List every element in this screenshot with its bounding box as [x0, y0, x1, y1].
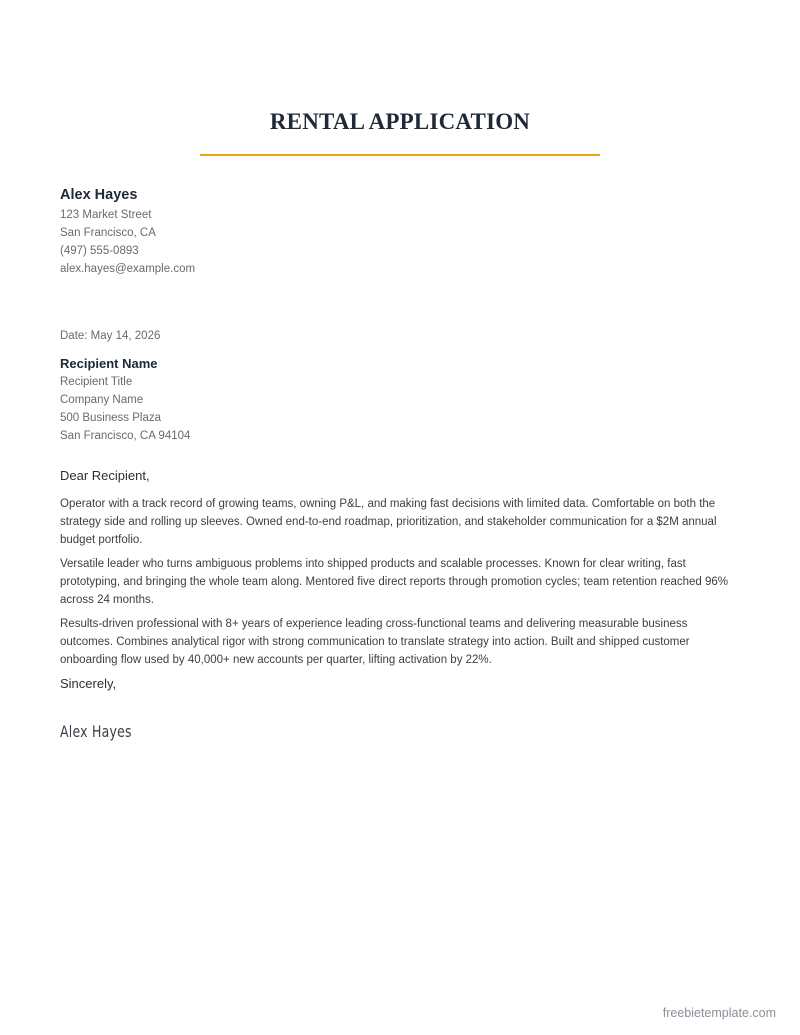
document-title: RENTAL APPLICATION [269, 109, 531, 134]
recipient-city: San Francisco, CA 94104 [60, 430, 191, 442]
sender-block [60, 185, 740, 278]
sender-name: Alex Hayes [60, 187, 138, 203]
title-divider [200, 154, 600, 156]
salutation: Dear Recipient, [60, 468, 150, 483]
recipient-block [60, 354, 740, 445]
body-paragraph-3: Results-driven professional with 8+ years of experience leading cross-functional teams and delivering measurable business outcomes. Combines analytical rigor with strong communication to translate strategy into action. Built and shipped customer onboarding flow used by 40,000+ new accounts per quarter, lifting activation by 22%. [60, 618, 690, 666]
signature: Alex Hayes [60, 722, 132, 741]
recipient-company: Company Name [60, 394, 144, 406]
closing: Sincerely, [60, 676, 117, 691]
letter-date: Date: May 14, 2026 [60, 330, 161, 342]
body-paragraph-1: Operator with a track record of growing teams, owning P&L, and making fast decisions with limited data. Comfortable on both the strategy side and rolling up sleeves. Owned end-to-end roadmap, prioritization, and stakeholder communication for a $2M annual budget portfolio. [60, 498, 717, 546]
footer-watermark: freebietemplate.com [662, 1006, 776, 1020]
sender-street: 123 Market Street [60, 209, 152, 221]
recipient-street: 500 Business Plaza [60, 412, 162, 424]
sender-city: San Francisco, CA [60, 227, 156, 239]
sender-email: alex.hayes@example.com [60, 263, 196, 275]
recipient-name: Recipient Name [60, 356, 158, 371]
body-paragraph-2: Versatile leader who turns ambiguous problems into shipped products and scalable processes. Known for clear writing, fast prototyping, and bringing the whole team along. Mentored five direct reports through promotion cycles; team retention reached 96% across 24 months. [60, 558, 729, 606]
recipient-title: Recipient Title [60, 376, 133, 388]
letter-body [60, 495, 742, 675]
sender-phone: (497) 555-0893 [60, 245, 139, 257]
